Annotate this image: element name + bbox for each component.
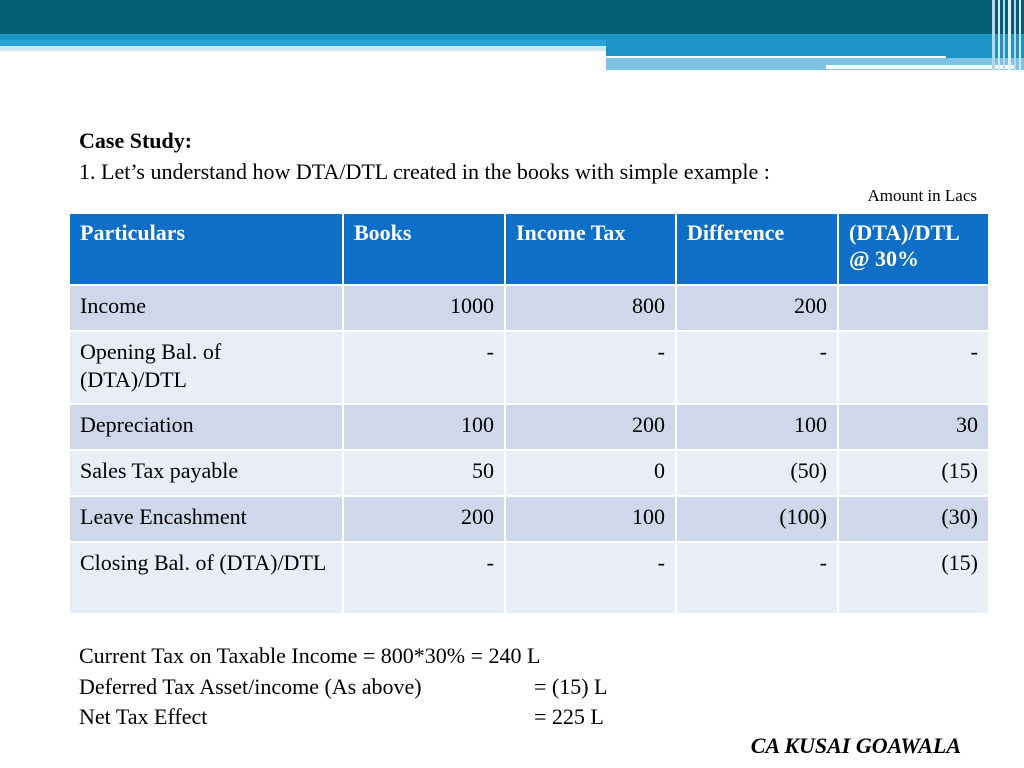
cell-dta-dtl: (15) [838, 542, 989, 614]
cell-books: 1000 [343, 285, 505, 331]
cell-difference: - [676, 331, 838, 404]
cell-difference: (50) [676, 450, 838, 496]
table-header-row [69, 213, 989, 285]
cell-books: 100 [343, 404, 505, 450]
cell-difference: - [676, 542, 838, 614]
summary-line [79, 702, 608, 733]
case-study-heading: Case Study: [79, 128, 193, 153]
summary-net-tax-value: = 225 L [534, 704, 604, 729]
table-row [69, 331, 989, 404]
amount-note: Amount in Lacs [867, 186, 977, 205]
cell-books: - [343, 331, 505, 404]
cell-dta-dtl: (30) [838, 496, 989, 542]
column-header-dta-dtl: (DTA)/DTL @ 30% [838, 213, 989, 285]
table-row [69, 496, 989, 542]
table-row [69, 285, 989, 331]
table-row [69, 404, 989, 450]
cell-particulars: Sales Tax payable [69, 450, 343, 496]
cell-income-tax: 100 [505, 496, 676, 542]
cell-income-tax: 800 [505, 285, 676, 331]
cell-books: - [343, 542, 505, 614]
cell-income-tax: 0 [505, 450, 676, 496]
cell-difference: 100 [676, 404, 838, 450]
cell-dta-dtl: 30 [838, 404, 989, 450]
cell-books: 200 [343, 496, 505, 542]
column-header-particulars: Particulars [69, 213, 343, 285]
cell-particulars: Leave Encashment [69, 496, 343, 542]
cell-income-tax: - [505, 542, 676, 614]
column-header-difference: Difference [676, 213, 838, 285]
summary-deferred-tax-value: = (15) L [534, 673, 608, 699]
cell-particulars: Income [69, 285, 343, 331]
summary-net-tax-label: Net Tax Effect [79, 704, 208, 729]
summary-line [79, 672, 608, 703]
cell-income-tax: - [505, 331, 676, 404]
column-header-income-tax: Income Tax [505, 213, 676, 285]
intro-text: 1. Let’s understand how DTA/DTL created in the books with simple example : [79, 159, 770, 184]
table-row [69, 542, 989, 614]
cell-particulars: Opening Bal. of (DTA)/DTL [69, 331, 343, 404]
summary-block [79, 641, 608, 733]
cell-books: 50 [343, 450, 505, 496]
cell-particulars: Depreciation [69, 404, 343, 450]
summary-current-tax: Current Tax on Taxable Income = 800*30% = 240 L [79, 643, 541, 668]
header-banner [0, 0, 1024, 75]
cell-dta-dtl [838, 285, 989, 331]
cell-dta-dtl: - [838, 331, 989, 404]
author-credit: CA KUSAI GOAWALA [750, 733, 961, 758]
dta-dtl-table [68, 212, 990, 615]
cell-particulars: Closing Bal. of (DTA)/DTL [69, 542, 343, 614]
cell-difference: (100) [676, 496, 838, 542]
summary-deferred-tax-label: Deferred Tax Asset/income (As above) [79, 673, 422, 699]
cell-dta-dtl: (15) [838, 450, 989, 496]
cell-income-tax: 200 [505, 404, 676, 450]
cell-difference: 200 [676, 285, 838, 331]
summary-line [79, 641, 608, 672]
column-header-books: Books [343, 213, 505, 285]
title-block [79, 125, 770, 187]
table-row [69, 450, 989, 496]
